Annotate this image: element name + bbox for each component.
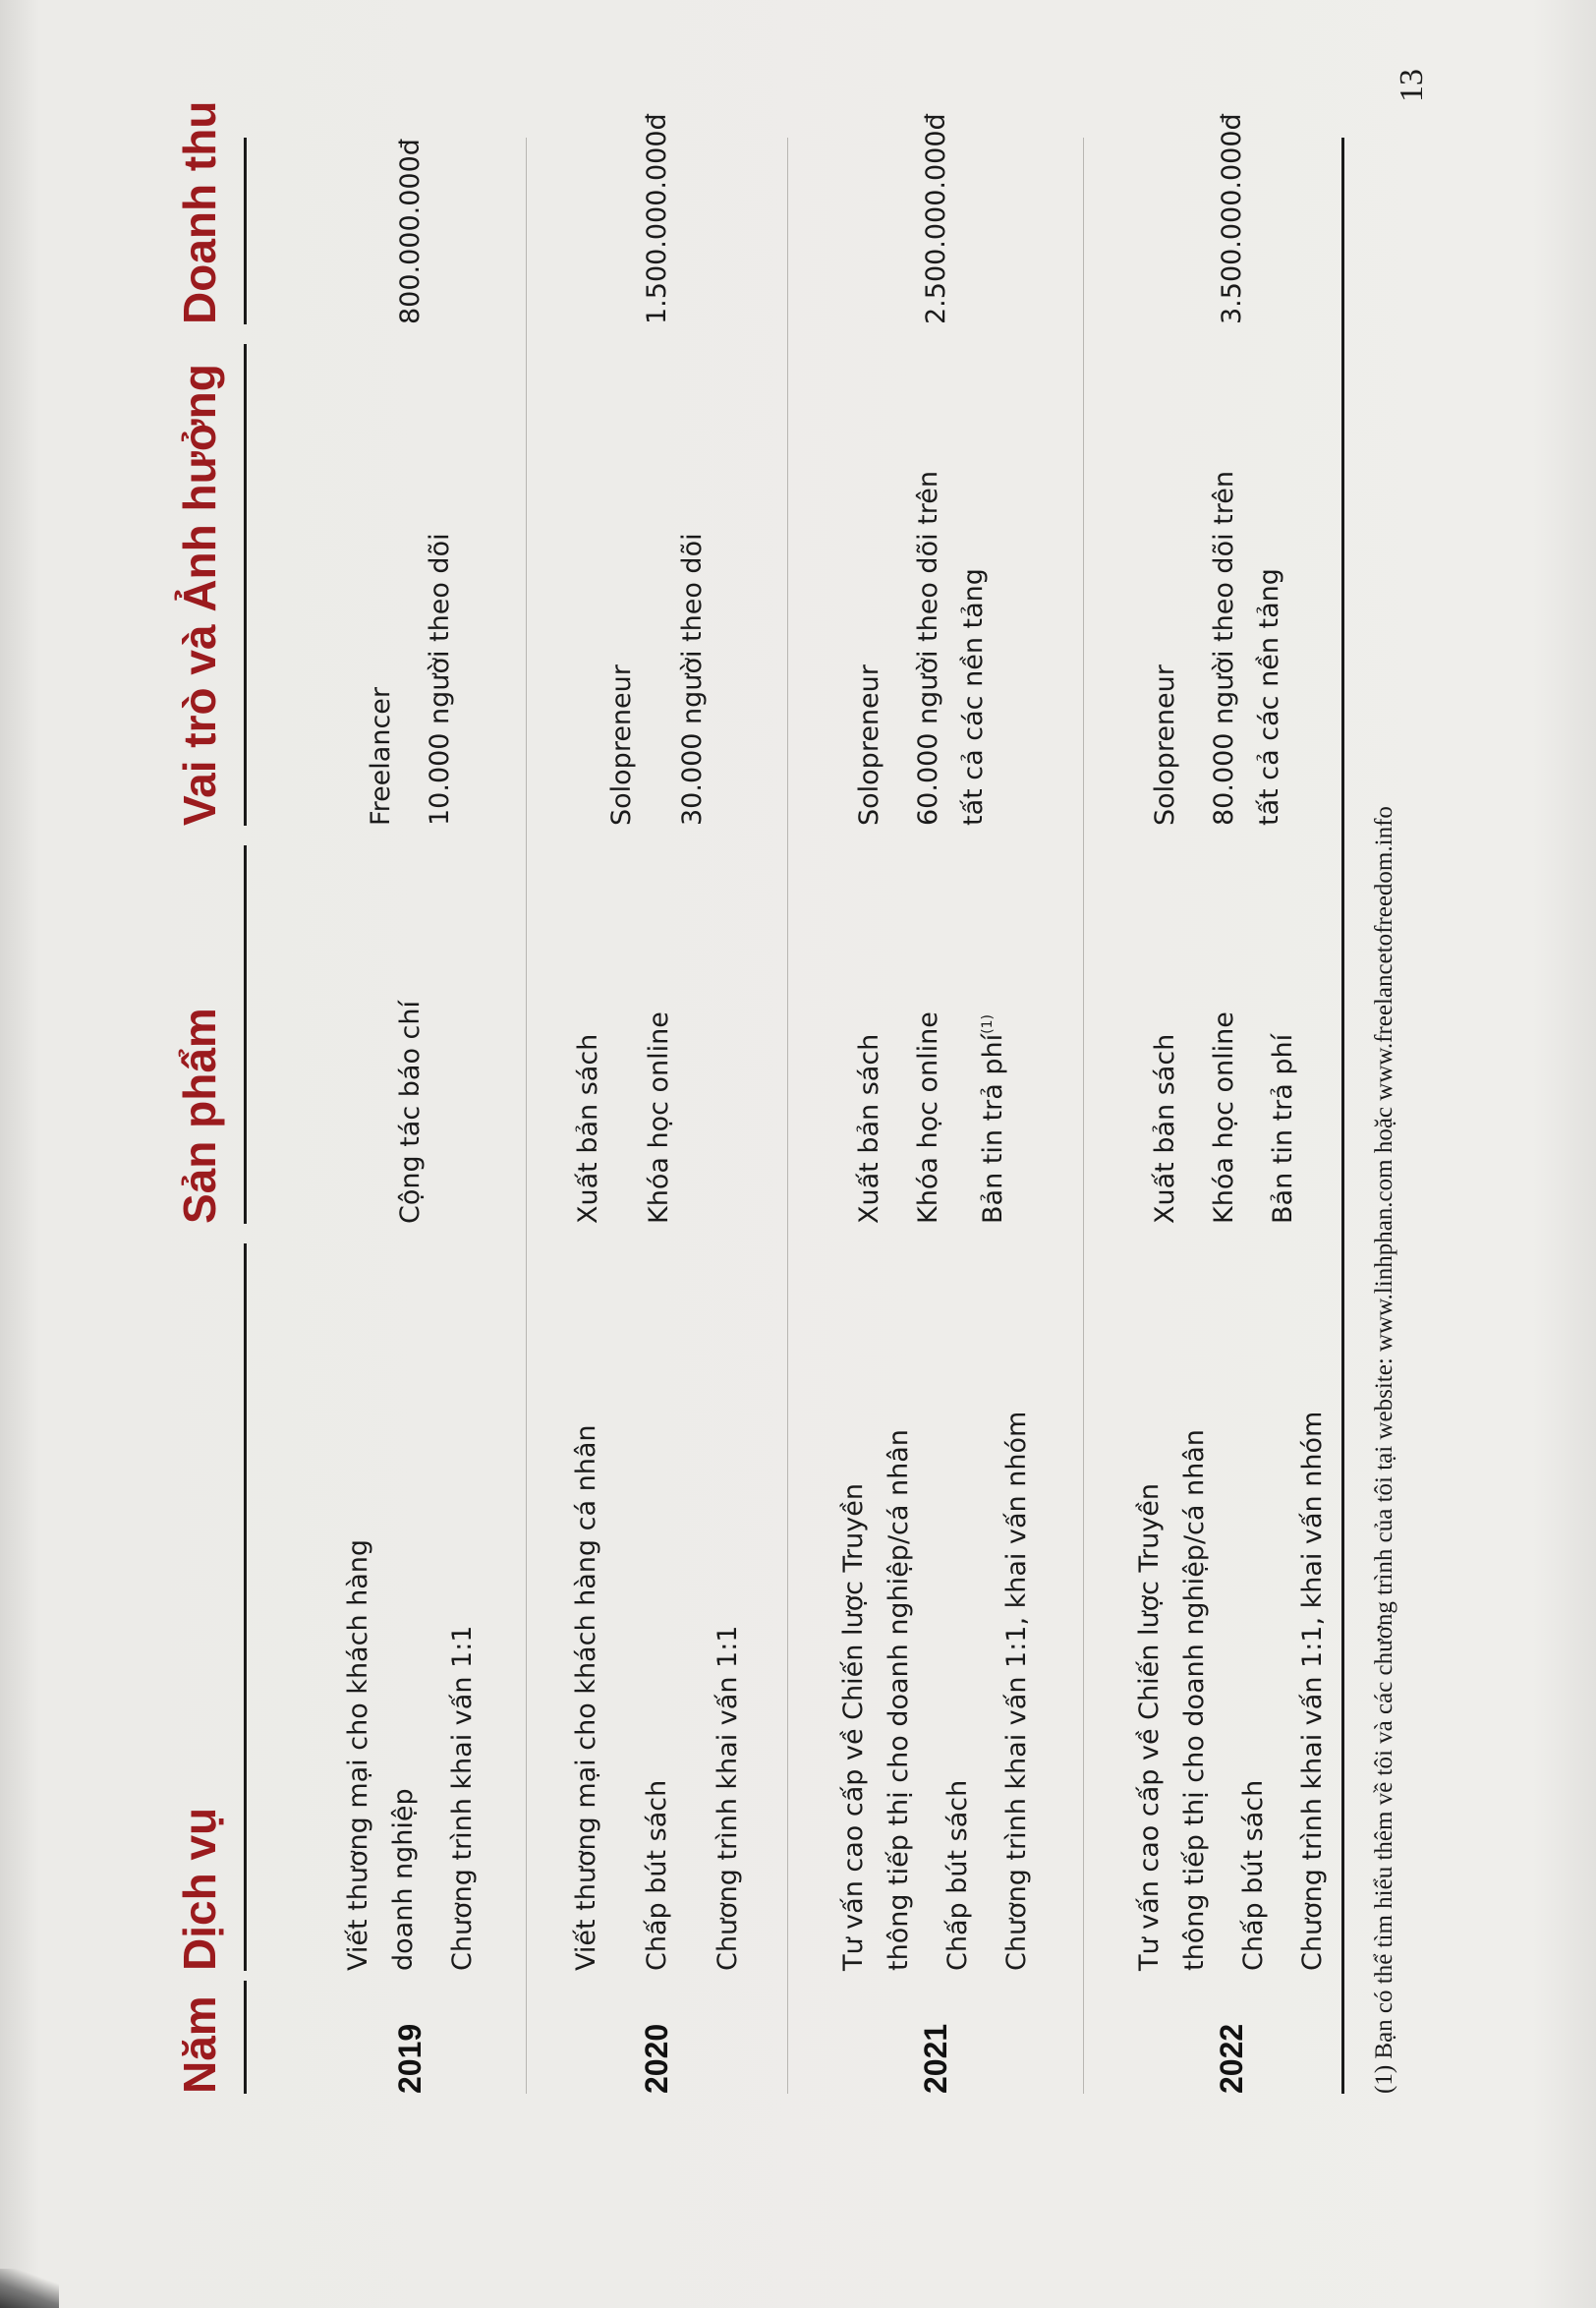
roles-cell: Solopreneur 80.000 người theo dõi trên tất cả các nền tảng bbox=[1150, 471, 1284, 826]
table-row-2020 bbox=[526, 113, 787, 2094]
header-revenue-label: Doanh thu bbox=[174, 100, 225, 324]
footnote-marker: (1) bbox=[980, 1014, 996, 1034]
table-bottom-rule bbox=[1341, 138, 1344, 2094]
page-corner-shadow bbox=[0, 2269, 59, 2308]
revenue-table bbox=[167, 100, 1379, 2094]
products-cell: Xuất bản sách Khóa học online bbox=[573, 1011, 674, 1224]
services-cell: Viết thương mại cho khách hàng cá nhân Chấp bút sách Chương trình khai vấn 1:1 bbox=[570, 1424, 743, 1971]
services-cell: Tư vấn cao cấp về Chiến lược Truyền thông tiếp thị cho doanh nghiệp/cá nhân Chấp bút sách Chương trình khai vấn 1:1, khai vấn nhóm bbox=[1134, 1411, 1328, 1971]
header-services-label: Dịch vụ bbox=[174, 1807, 225, 1971]
roles-cell: Solopreneur 60.000 người theo dõi trên tất cả các nền tảng bbox=[854, 471, 989, 826]
revenue-cell: 3.500.000.000đ bbox=[1216, 113, 1247, 324]
header-roles bbox=[167, 344, 295, 826]
products-cell: Xuất bản sách Khóa học online Bản tin trả phí$^{(1)}$ bbox=[854, 1011, 1008, 1224]
year-cell: 2020 bbox=[639, 2023, 674, 2094]
header-products-label: Sản phẩm bbox=[174, 1008, 225, 1224]
products-cell: Xuất bản sách Khóa học online Bản tin trả phí bbox=[1150, 1011, 1298, 1224]
page-number: 13 bbox=[1394, 69, 1430, 102]
rotated-page bbox=[69, 69, 1484, 2231]
header-year bbox=[167, 1981, 295, 2094]
table-row-2022 bbox=[1083, 113, 1379, 2094]
table-row-2019 bbox=[295, 138, 526, 2094]
services-cell: Viết thương mại cho khách hàng doanh nghiệp Chương trình khai vấn 1:1 bbox=[342, 1538, 478, 1971]
footnote: (1) Bạn có thể tìm hiểu thêm về tôi và các chương trình của tôi tại website: www.linhphan.com hoặc www.freelancetofreedom.info bbox=[1371, 806, 1397, 2094]
roles-cell: Freelancer 10.000 người theo dõi bbox=[365, 533, 455, 826]
services-cell: Tư vấn cao cấp về Chiến lược Truyền thông tiếp thị cho doanh nghiệp/cá nhân Chấp bút sách Chương trình khai vấn 1:1, khai vấn nhóm bbox=[838, 1411, 1032, 1971]
header-revenue bbox=[167, 100, 295, 324]
revenue-cell: 1.500.000.000đ bbox=[642, 113, 672, 324]
products-cell: Cộng tác báo chí bbox=[394, 1000, 426, 1224]
header-year-label: Năm bbox=[174, 1995, 225, 2094]
header-services bbox=[167, 1243, 295, 1971]
roles-cell: Solopreneur 30.000 người theo dõi bbox=[605, 533, 708, 826]
revenue-cell: 800.000.000đ bbox=[395, 139, 426, 324]
header-products bbox=[167, 845, 295, 1224]
year-cell: 2019 bbox=[392, 2023, 428, 2094]
year-cell: 2021 bbox=[917, 2023, 953, 2094]
year-cell: 2022 bbox=[1213, 2023, 1249, 2094]
revenue-cell: 2.500.000.000đ bbox=[920, 113, 951, 324]
table-header bbox=[167, 100, 295, 2094]
table-row-2021 bbox=[787, 113, 1083, 2094]
header-roles-label: Vai trò và Ảnh hưởng bbox=[174, 364, 225, 826]
